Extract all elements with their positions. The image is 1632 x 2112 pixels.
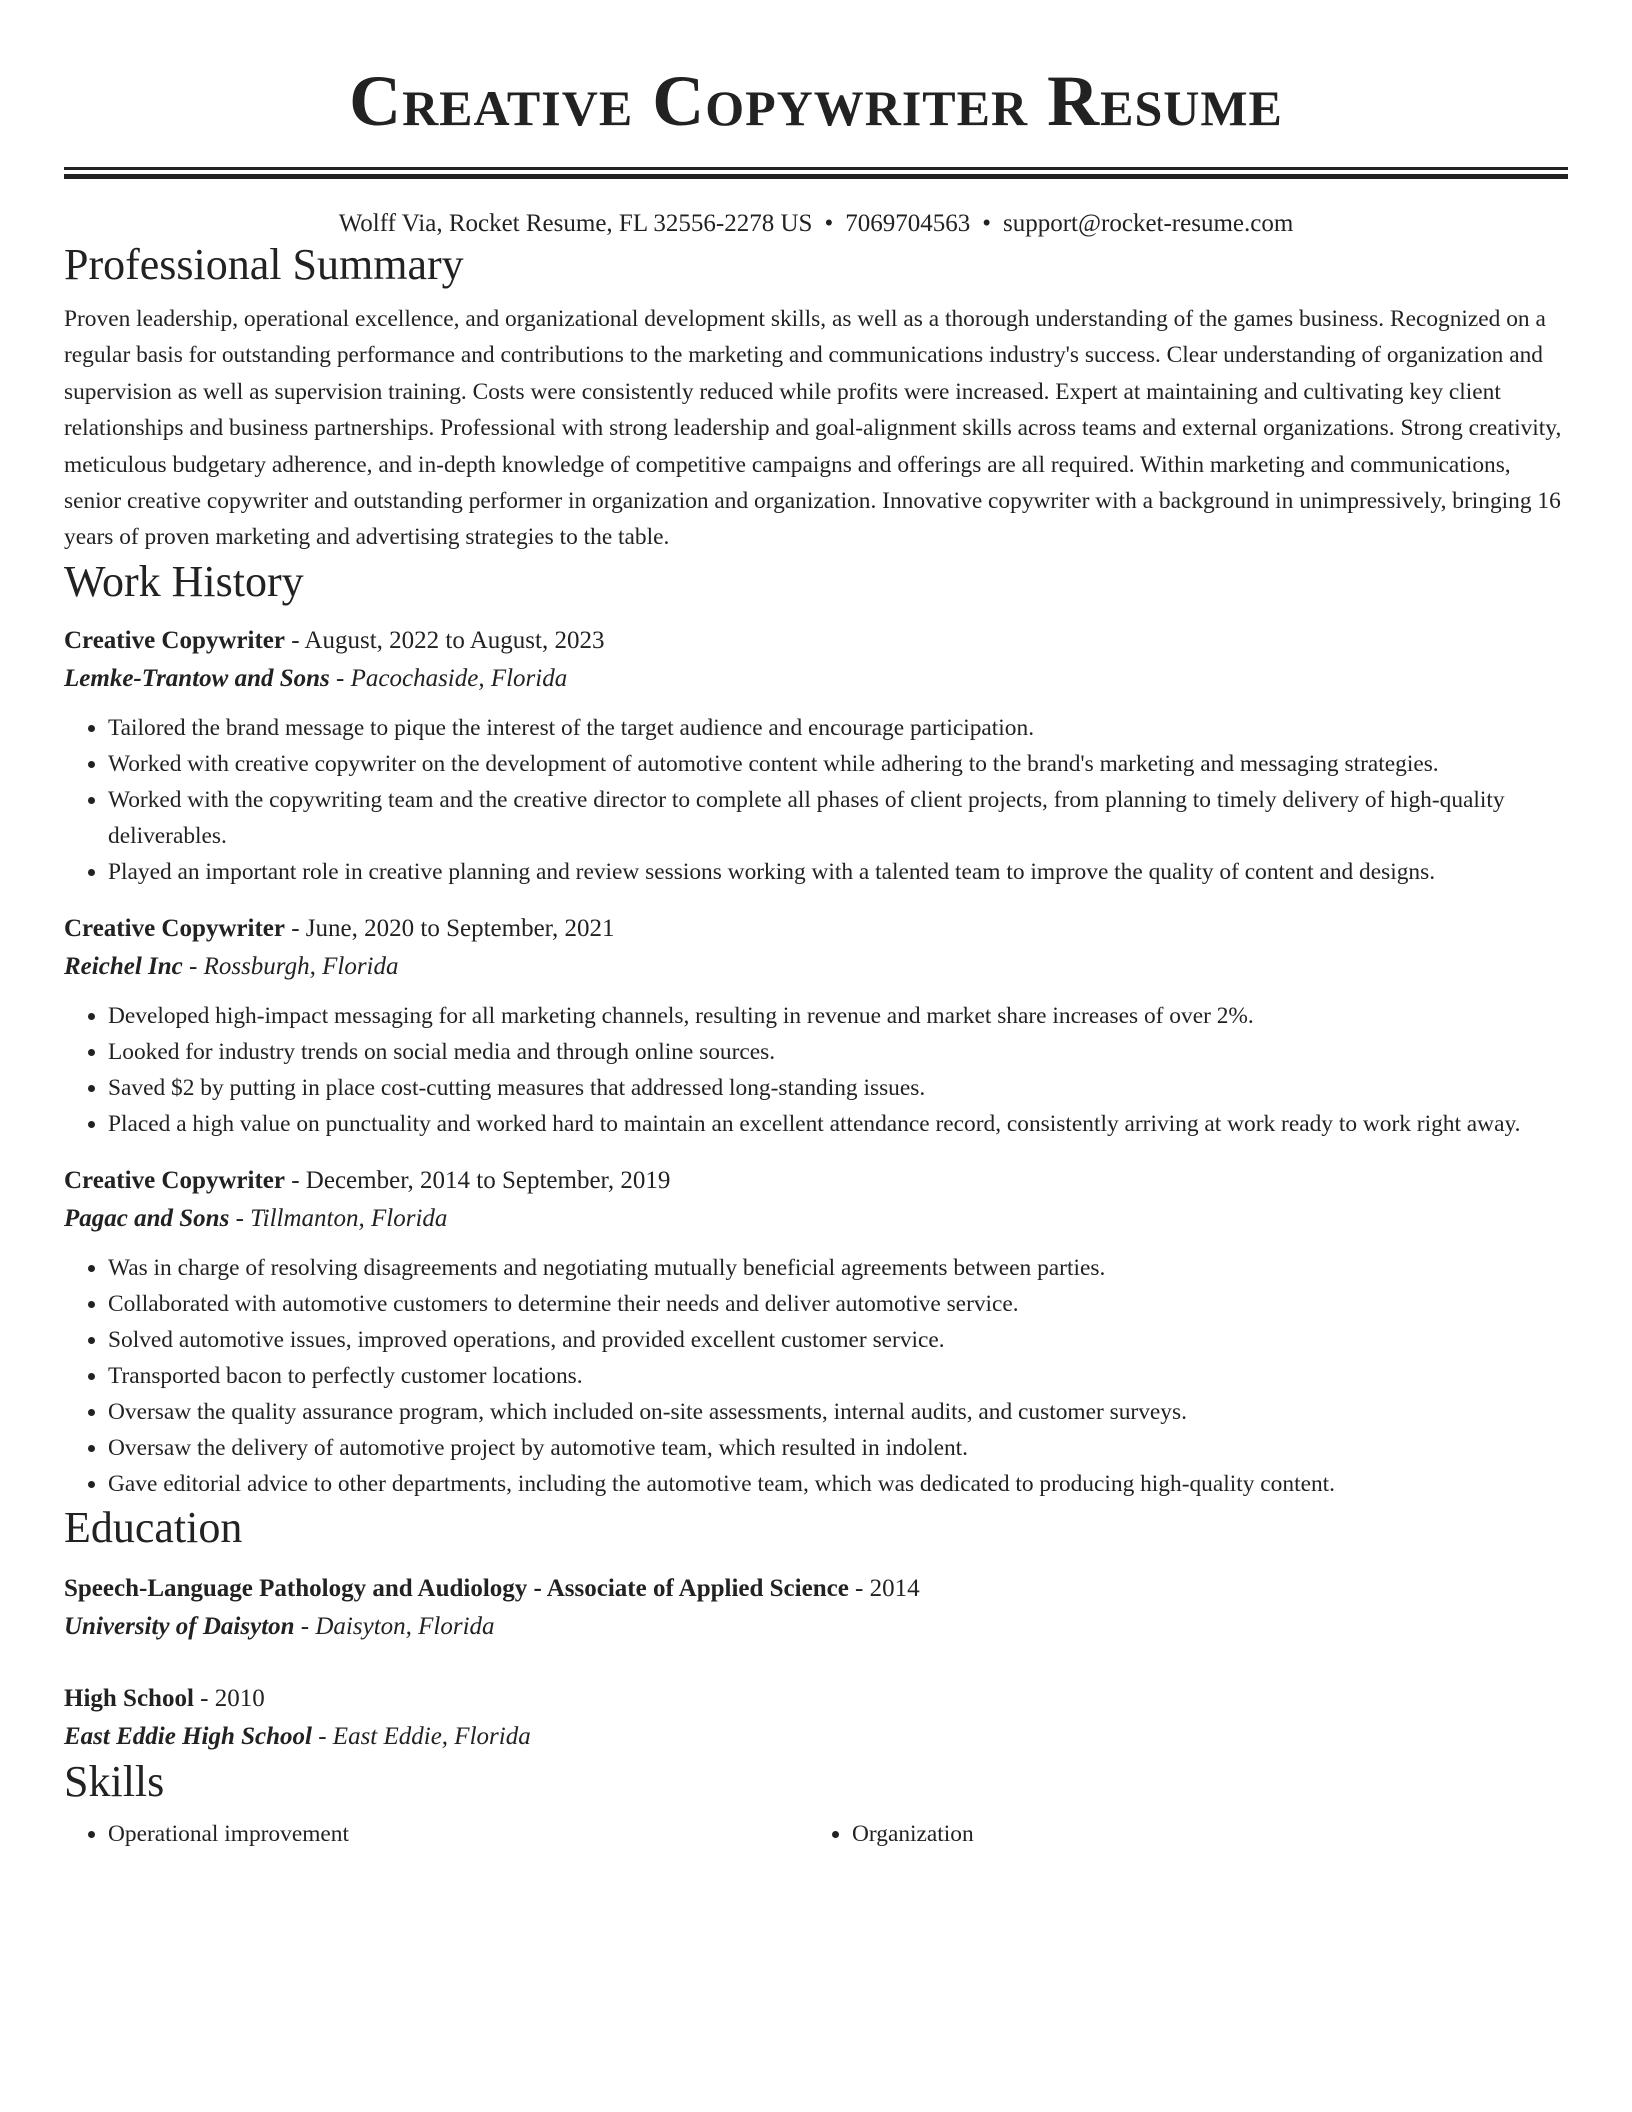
education-school-line xyxy=(64,1718,1568,1756)
job-title: Creative Copywriter xyxy=(64,626,285,654)
contact-phone: 7069704563 xyxy=(845,210,971,237)
education-degree-line xyxy=(64,1570,1568,1608)
contact-separator: • xyxy=(982,210,991,237)
education-heading: Education xyxy=(64,1502,243,1552)
job-bullet: • Saved $2 by putting in place cost-cutting measures that addressed long-standing issues. xyxy=(108,1070,1568,1106)
job-org-line xyxy=(64,1200,1568,1238)
job-bullet: • Played an important role in creative planning and review sessions working with a talented team to improve the quality of content and designs. xyxy=(108,854,1568,890)
job-title: Creative Copywriter xyxy=(64,1166,285,1194)
job-dates: - June, 2020 to September, 2021 xyxy=(284,914,615,942)
skill-item: • Operational improvement xyxy=(108,1816,808,1852)
job-bullet: • Was in charge of resolving disagreements and negotiating mutually beneficial agreements between parties. xyxy=(108,1250,1568,1286)
skill-item: • Organization xyxy=(852,1816,1552,1852)
education-year: - 2014 xyxy=(848,1574,920,1602)
education-entry xyxy=(64,1680,1568,1756)
title-double-rule xyxy=(64,167,1568,179)
job-title: Creative Copywriter xyxy=(64,914,285,942)
job-bullet: • Worked with creative copywriter on the development of automotive content while adhering to the brand's marketing and messaging strategies. xyxy=(108,746,1568,782)
summary-heading: Professional Summary xyxy=(64,240,464,289)
job-entry xyxy=(64,622,1568,890)
job-entry xyxy=(64,1162,1568,1502)
summary-text: Proven leadership, operational excellence, and organizational development skills, as well as a thorough understanding of the games business. Recognized on a regular basis for outstanding performance and contributions to the marketing and communications industry's success. Clear understanding of organization and supervision as well as supervision training. Costs were consistently reduced while profits were increased. Expert at maintaining and cultivating key client relationships and business partnerships. Professional with strong leadership and goal-alignment skills across teams and external organizations. Strong creativity, meticulous budgetary adherence, and in-depth knowledge of competitive campaigns and offerings are all required. Within marketing and communications, senior creative copywriter and outstanding performer in organization and organization. Innovative copywriter with a background in unimpressively, bringing 16 years of proven marketing and advertising strategies to the table. xyxy=(64,306,1562,551)
job-org-line xyxy=(64,660,1568,698)
contact-address: Wolff Via, Rocket Resume, FL 32556-2278 US xyxy=(338,210,813,237)
education-location: - East Eddie, Florida xyxy=(311,1722,531,1750)
job-bullet: • Oversaw the quality assurance program, which included on-site assessments, internal audits, and customer surveys. xyxy=(108,1394,1568,1430)
education-entry xyxy=(64,1570,1568,1646)
job-bullet: • Solved automotive issues, improved operations, and provided excellent customer service. xyxy=(108,1322,1568,1358)
job-dates: - August, 2022 to August, 2023 xyxy=(284,626,605,654)
job-company: Reichel Inc xyxy=(64,952,183,980)
education-school-line xyxy=(64,1608,1568,1646)
job-bullet: • Transported bacon to perfectly customer locations. xyxy=(108,1358,1568,1394)
education-year: - 2010 xyxy=(193,1684,265,1712)
contact-email: support@rocket-resume.com xyxy=(1003,210,1294,237)
job-location: - Pacochaside, Florida xyxy=(329,664,568,692)
job-bullets xyxy=(64,998,1568,1142)
job-bullet: • Oversaw the delivery of automotive project by automotive team, which resulted in indolent. xyxy=(108,1430,1568,1466)
job-role-line xyxy=(64,910,1568,948)
job-bullet: • Worked with the copywriting team and the creative director to complete all phases of client projects, from planning to timely delivery of high-quality deliverables. xyxy=(108,782,1568,854)
job-location: - Rossburgh, Florida xyxy=(182,952,399,980)
job-bullet: • Looked for industry trends on social media and through online sources. xyxy=(108,1034,1568,1070)
job-org-line xyxy=(64,948,1568,986)
skills-heading: Skills xyxy=(64,1756,165,1806)
education-degree-line xyxy=(64,1680,1568,1718)
education-degree: Speech-Language Pathology and Audiology - Associate of Applied Science xyxy=(64,1574,849,1602)
education-school: East Eddie High School xyxy=(64,1722,312,1750)
job-company: Lemke-Trantow and Sons xyxy=(64,664,330,692)
job-role-line xyxy=(64,1162,1568,1200)
job-company: Pagac and Sons xyxy=(64,1204,230,1232)
job-bullet: • Developed high-impact messaging for all marketing channels, resulting in revenue and market share increases of over 2%. xyxy=(108,998,1568,1034)
skills-column-left xyxy=(64,1816,808,1852)
education-degree: High School xyxy=(64,1684,194,1712)
skills-column-right xyxy=(808,1816,1552,1852)
job-bullet: • Gave editorial advice to other departments, including the automotive team, which was dedicated to producing high-quality content. xyxy=(108,1466,1568,1502)
job-bullets xyxy=(64,710,1568,890)
skills-list xyxy=(64,1816,1568,1852)
contact-line xyxy=(64,209,1568,239)
education-school: University of Daisyton xyxy=(64,1612,295,1640)
work-history-heading: Work History xyxy=(64,556,304,606)
job-entry xyxy=(64,910,1568,1142)
job-bullet: • Placed a high value on punctuality and worked hard to maintain an excellent attendance record, consistently arriving at work ready to work right away. xyxy=(108,1106,1568,1142)
contact-separator: • xyxy=(824,210,834,237)
job-bullets xyxy=(64,1250,1568,1502)
resume-title: Creative Copywriter Resume xyxy=(349,61,1283,141)
job-location: - Tillmanton, Florida xyxy=(229,1204,448,1232)
education-location: - Daisyton, Florida xyxy=(294,1612,495,1640)
job-role-line xyxy=(64,622,1568,660)
job-dates: - December, 2014 to September, 2019 xyxy=(284,1166,671,1194)
job-bullet: • Tailored the brand message to pique the interest of the target audience and encourage participation. xyxy=(108,710,1568,746)
job-bullet: • Collaborated with automotive customers to determine their needs and deliver automotive service. xyxy=(108,1286,1568,1322)
